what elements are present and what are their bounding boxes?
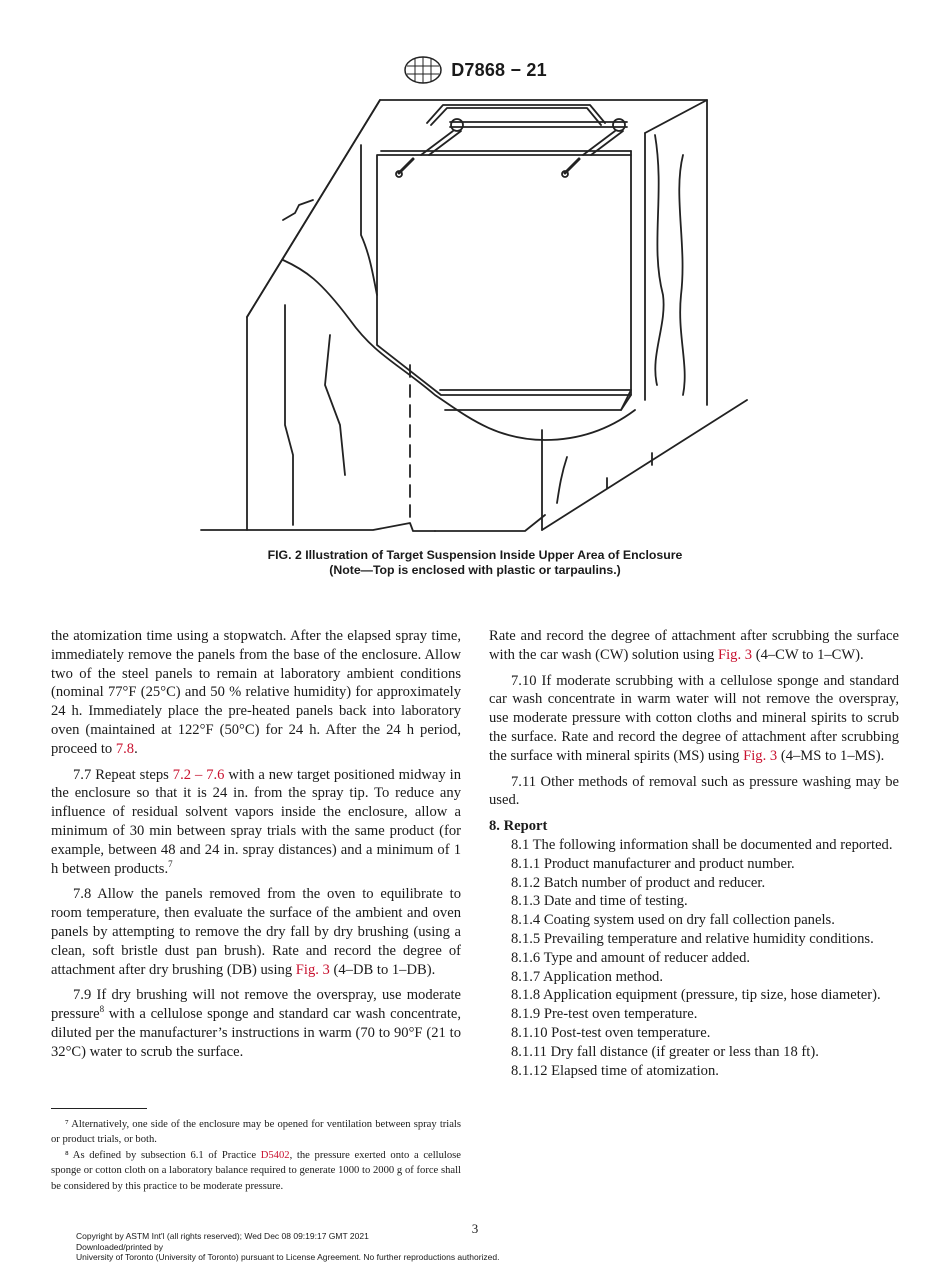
footnote-ref-8[interactable]: 8	[99, 1004, 105, 1015]
figure-caption: FIG. 2 Illustration of Target Suspension Inside Upper Area of Enclosure	[267, 548, 683, 562]
list-item: 8.1.11 Dry fall distance (if greater or less than 18 ft).	[511, 1043, 819, 1060]
paragraph-7-9-continued: Rate and record the degree of attachment after scrubbing the surface with the car wash (CW) solution using Fig. 3 (4–CW to 1–CW).	[489, 628, 899, 663]
list-item: 8.1.7 Application method.	[511, 968, 664, 985]
link-steps-7-2-7-6[interactable]: 7.2 – 7.6	[172, 766, 225, 783]
list-item: 8.1.12 Elapsed time of atomization.	[511, 1062, 719, 1079]
paragraph-7-10: 7.10 If moderate scrubbing with a cellulose sponge and standard car wash concentrate in warm water will not remove the overspray, use moderate pressure with cotton cloths and mineral spirits to scrub the surface. Rate and record the degree of attachment after scrubbing the surface with mineral spirits (MS) using Fig. 3 (4–MS to 1–MS).	[489, 672, 899, 764]
right-column	[489, 627, 899, 1080]
copyright-notice: Copyright by ASTM Int'l (all rights reserved); Wed Dec 08 09:19:17 GMT 2021 Downloaded/printed by University of Toronto (University of Toronto) pursuant to License Agreement. No further reproductions authorized.	[76, 1231, 500, 1263]
link-fig-3[interactable]: Fig. 3	[743, 747, 778, 764]
list-item: 8.1.6 Type and amount of reducer added.	[511, 949, 751, 966]
list-item: 8.1.10 Post-test oven temperature.	[511, 1024, 711, 1041]
paragraph-7-6-continued: the atomization time using a stopwatch. After the elapsed spray time, immediately remove the panels from the base of the enclosure. Allow two of the steel panels to remain at laboratory ambient conditions (nominal 77°F (25°C) and 50 % relative humidity) for approximately 24 h. Immediately place the pre-heated panels back into laboratory oven (maintained at 122°F (50°C) for 24 h. After the 24 h period, proceed to 7.8.	[51, 628, 461, 757]
link-fig-3[interactable]: Fig. 3	[295, 961, 330, 978]
footnote-7: ⁷ Alternatively, one side of the enclosure may be opened for ventilation between spray trials or product trials, or both.	[51, 1119, 461, 1146]
paragraph-7-9: 7.9 If dry brushing will not remove the overspray, use moderate pressure$^8$ with a cellulose sponge and standard car wash concentrate, diluted per the manufacturer’s instructions in warm (70 to 90°F (21 to 32°C) water to scrub the surface.	[51, 987, 461, 1060]
footnote-ref-7[interactable]: 7	[168, 858, 173, 869]
enclosure-illustration	[195, 95, 755, 535]
page-number: 3	[471, 1221, 479, 1236]
figure-note: (Note—Top is enclosed with plastic or tarpaulins.)	[329, 563, 621, 577]
section-heading-report: 8. Report	[489, 818, 548, 835]
paragraph-7-7: 7.7 Repeat steps 7.2 – 7.6 with a new target positioned midway in the enclosure so that it is 24 in. from the spray tip. To reduce any influence of residual solvent vapors inside the enclosure, allow a minimum of 30 min between spray trials with the same product (for example, between 48 and 24 in. spray distances) and a minimum of 1 h between products.$^7$	[51, 766, 461, 877]
paragraph-7-8: 7.8 Allow the panels removed from the oven to equilibrate to room temperature, then evaluate the surface of the ambient and oven panels by attempting to remove the dry fall by dry brushing (using a clean, soft bristle dust pan brush). Rate and record the degree of attachment after dry brushing (DB) using Fig. 3 (4–DB to 1–DB).	[51, 886, 461, 978]
paragraph-7-11: 7.11 Other methods of removal such as pressure washing may be used.	[489, 773, 899, 809]
footnote-divider	[51, 1108, 147, 1109]
list-item: 8.1.9 Pre-test oven temperature.	[511, 1006, 698, 1023]
link-d5402[interactable]: D5402	[260, 1149, 290, 1161]
standard-designation: D7868 − 21	[451, 59, 547, 80]
list-item: 8.1.1 Product manufacturer and product number.	[511, 855, 795, 872]
list-item: 8.1.5 Prevailing temperature and relative humidity conditions.	[511, 930, 874, 947]
link-section-7-8[interactable]: 7.8	[115, 740, 135, 757]
footnotes	[51, 1117, 461, 1194]
list-item: 8.1.2 Batch number of product and reducer.	[511, 874, 766, 891]
paragraph-8-1: 8.1 The following information shall be documented and reported.	[511, 836, 893, 853]
left-column	[51, 627, 461, 1069]
astm-logo-icon	[403, 55, 443, 85]
list-item: 8.1.4 Coating system used on dry fall collection panels.	[511, 912, 835, 929]
footnote-8: ⁸ As defined by subsection 6.1 of Practice D5402, the pressure exerted onto a cellulose sponge or cotton cloth on a laboratory balance required to generate 1000 to 2000 g of force shall be considered by this practice to be moderate pressure.	[51, 1149, 461, 1192]
page-header	[0, 52, 950, 88]
link-fig-3[interactable]: Fig. 3	[718, 646, 753, 663]
list-item: 8.1.8 Application equipment (pressure, tip size, hose diameter).	[511, 987, 881, 1004]
list-item: 8.1.3 Date and time of testing.	[511, 893, 688, 910]
